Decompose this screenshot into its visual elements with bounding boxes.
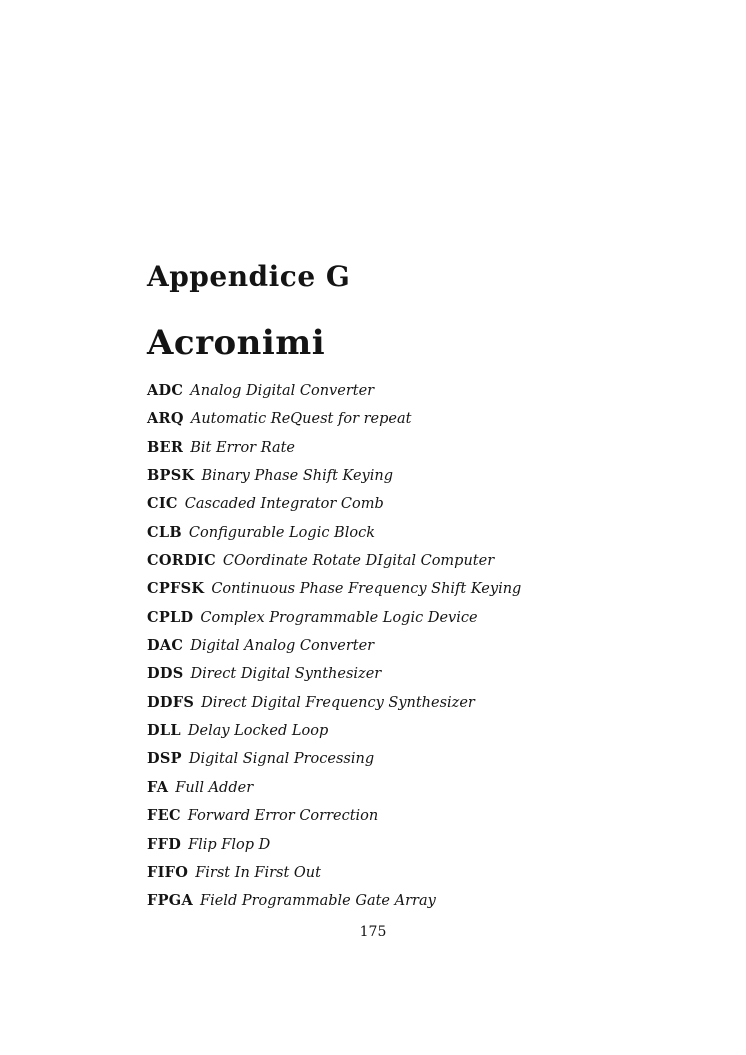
- acronym-definition: Cascaded Integrator Comb: [184, 496, 384, 513]
- page-number: 175: [359, 924, 387, 940]
- acronym-entry: [147, 638, 521, 666]
- acronym-entry: [147, 837, 521, 865]
- acronym-definition: Forward Error Correction: [187, 808, 379, 825]
- acronym-entry: [147, 496, 521, 524]
- acronym-abbr: CPFSK: [147, 580, 205, 598]
- acronym-entry: [147, 581, 521, 609]
- acronym-definition: Delay Locked Loop: [187, 723, 329, 740]
- acronym-definition: Full Adder: [175, 779, 254, 796]
- acronym-entry: [147, 893, 521, 921]
- acronym-abbr: CIC: [147, 495, 178, 513]
- acronym-entry: [147, 440, 521, 468]
- acronym-entry: [147, 666, 521, 694]
- acronym-entry: [147, 723, 521, 751]
- acronym-entry: [147, 411, 521, 439]
- acronym-abbr: FEC: [147, 807, 181, 825]
- acronym-entry: [147, 383, 521, 411]
- acronym-abbr: FIFO: [147, 863, 189, 881]
- acronym-entry: [147, 525, 521, 553]
- acronym-entry: [147, 808, 521, 836]
- chapter-label: Appendice G: [147, 259, 351, 293]
- acronym-definition: Configurable Logic Block: [188, 524, 375, 541]
- acronym-entry: [147, 695, 521, 723]
- acronym-definition: Digital Signal Processing: [188, 751, 375, 768]
- acronym-abbr: FA: [147, 778, 169, 796]
- acronym-definition: Complex Programmable Logic Device: [200, 609, 478, 626]
- acronym-abbr: FFD: [147, 835, 182, 853]
- acronym-definition: Digital Analog Converter: [190, 638, 375, 655]
- acronym-entry: [147, 553, 521, 581]
- acronym-abbr: DLL: [147, 722, 181, 740]
- acronym-definition: Continuous Phase Frequency Shift Keying: [211, 581, 522, 598]
- acronym-definition: Analog Digital Converter: [190, 383, 375, 399]
- acronym-entry: [147, 780, 521, 808]
- acronym-abbr: CLB: [147, 523, 182, 541]
- acronym-definition: First In First Out: [195, 864, 321, 881]
- acronym-definition: Automatic ReQuest for repeat: [190, 411, 412, 428]
- acronym-abbr: BER: [147, 438, 184, 456]
- acronym-abbr: CPLD: [147, 608, 194, 626]
- acronym-abbr: ADC: [147, 382, 184, 399]
- acronym-entry: [147, 468, 521, 496]
- acronym-definition: Direct Digital Synthesizer: [190, 666, 382, 683]
- acronym-entry: [147, 865, 521, 893]
- acronym-abbr: ARQ: [147, 410, 184, 428]
- acronym-list: [147, 383, 521, 922]
- acronym-abbr: BPSK: [147, 467, 195, 485]
- acronym-entry: [147, 751, 521, 779]
- acronym-definition: Direct Digital Frequency Synthesizer: [201, 694, 475, 711]
- acronym-abbr: DAC: [147, 637, 184, 655]
- chapter-title: Acronimi: [147, 323, 326, 364]
- acronym-abbr: DSP: [147, 750, 182, 768]
- acronym-definition: Flip Flop D: [188, 836, 271, 853]
- acronym-definition: COordinate Rotate DIgital Computer: [222, 553, 495, 570]
- acronym-definition: Binary Phase Shift Keying: [201, 468, 394, 485]
- acronym-abbr: CORDIC: [147, 552, 216, 570]
- acronym-entry: [147, 610, 521, 638]
- acronym-abbr: DDFS: [147, 693, 195, 711]
- acronym-definition: Field Programmable Gate Array: [200, 893, 436, 910]
- acronym-abbr: FPGA: [147, 892, 194, 910]
- acronym-abbr: DDS: [147, 665, 184, 683]
- acronym-definition: Bit Error Rate: [190, 439, 296, 456]
